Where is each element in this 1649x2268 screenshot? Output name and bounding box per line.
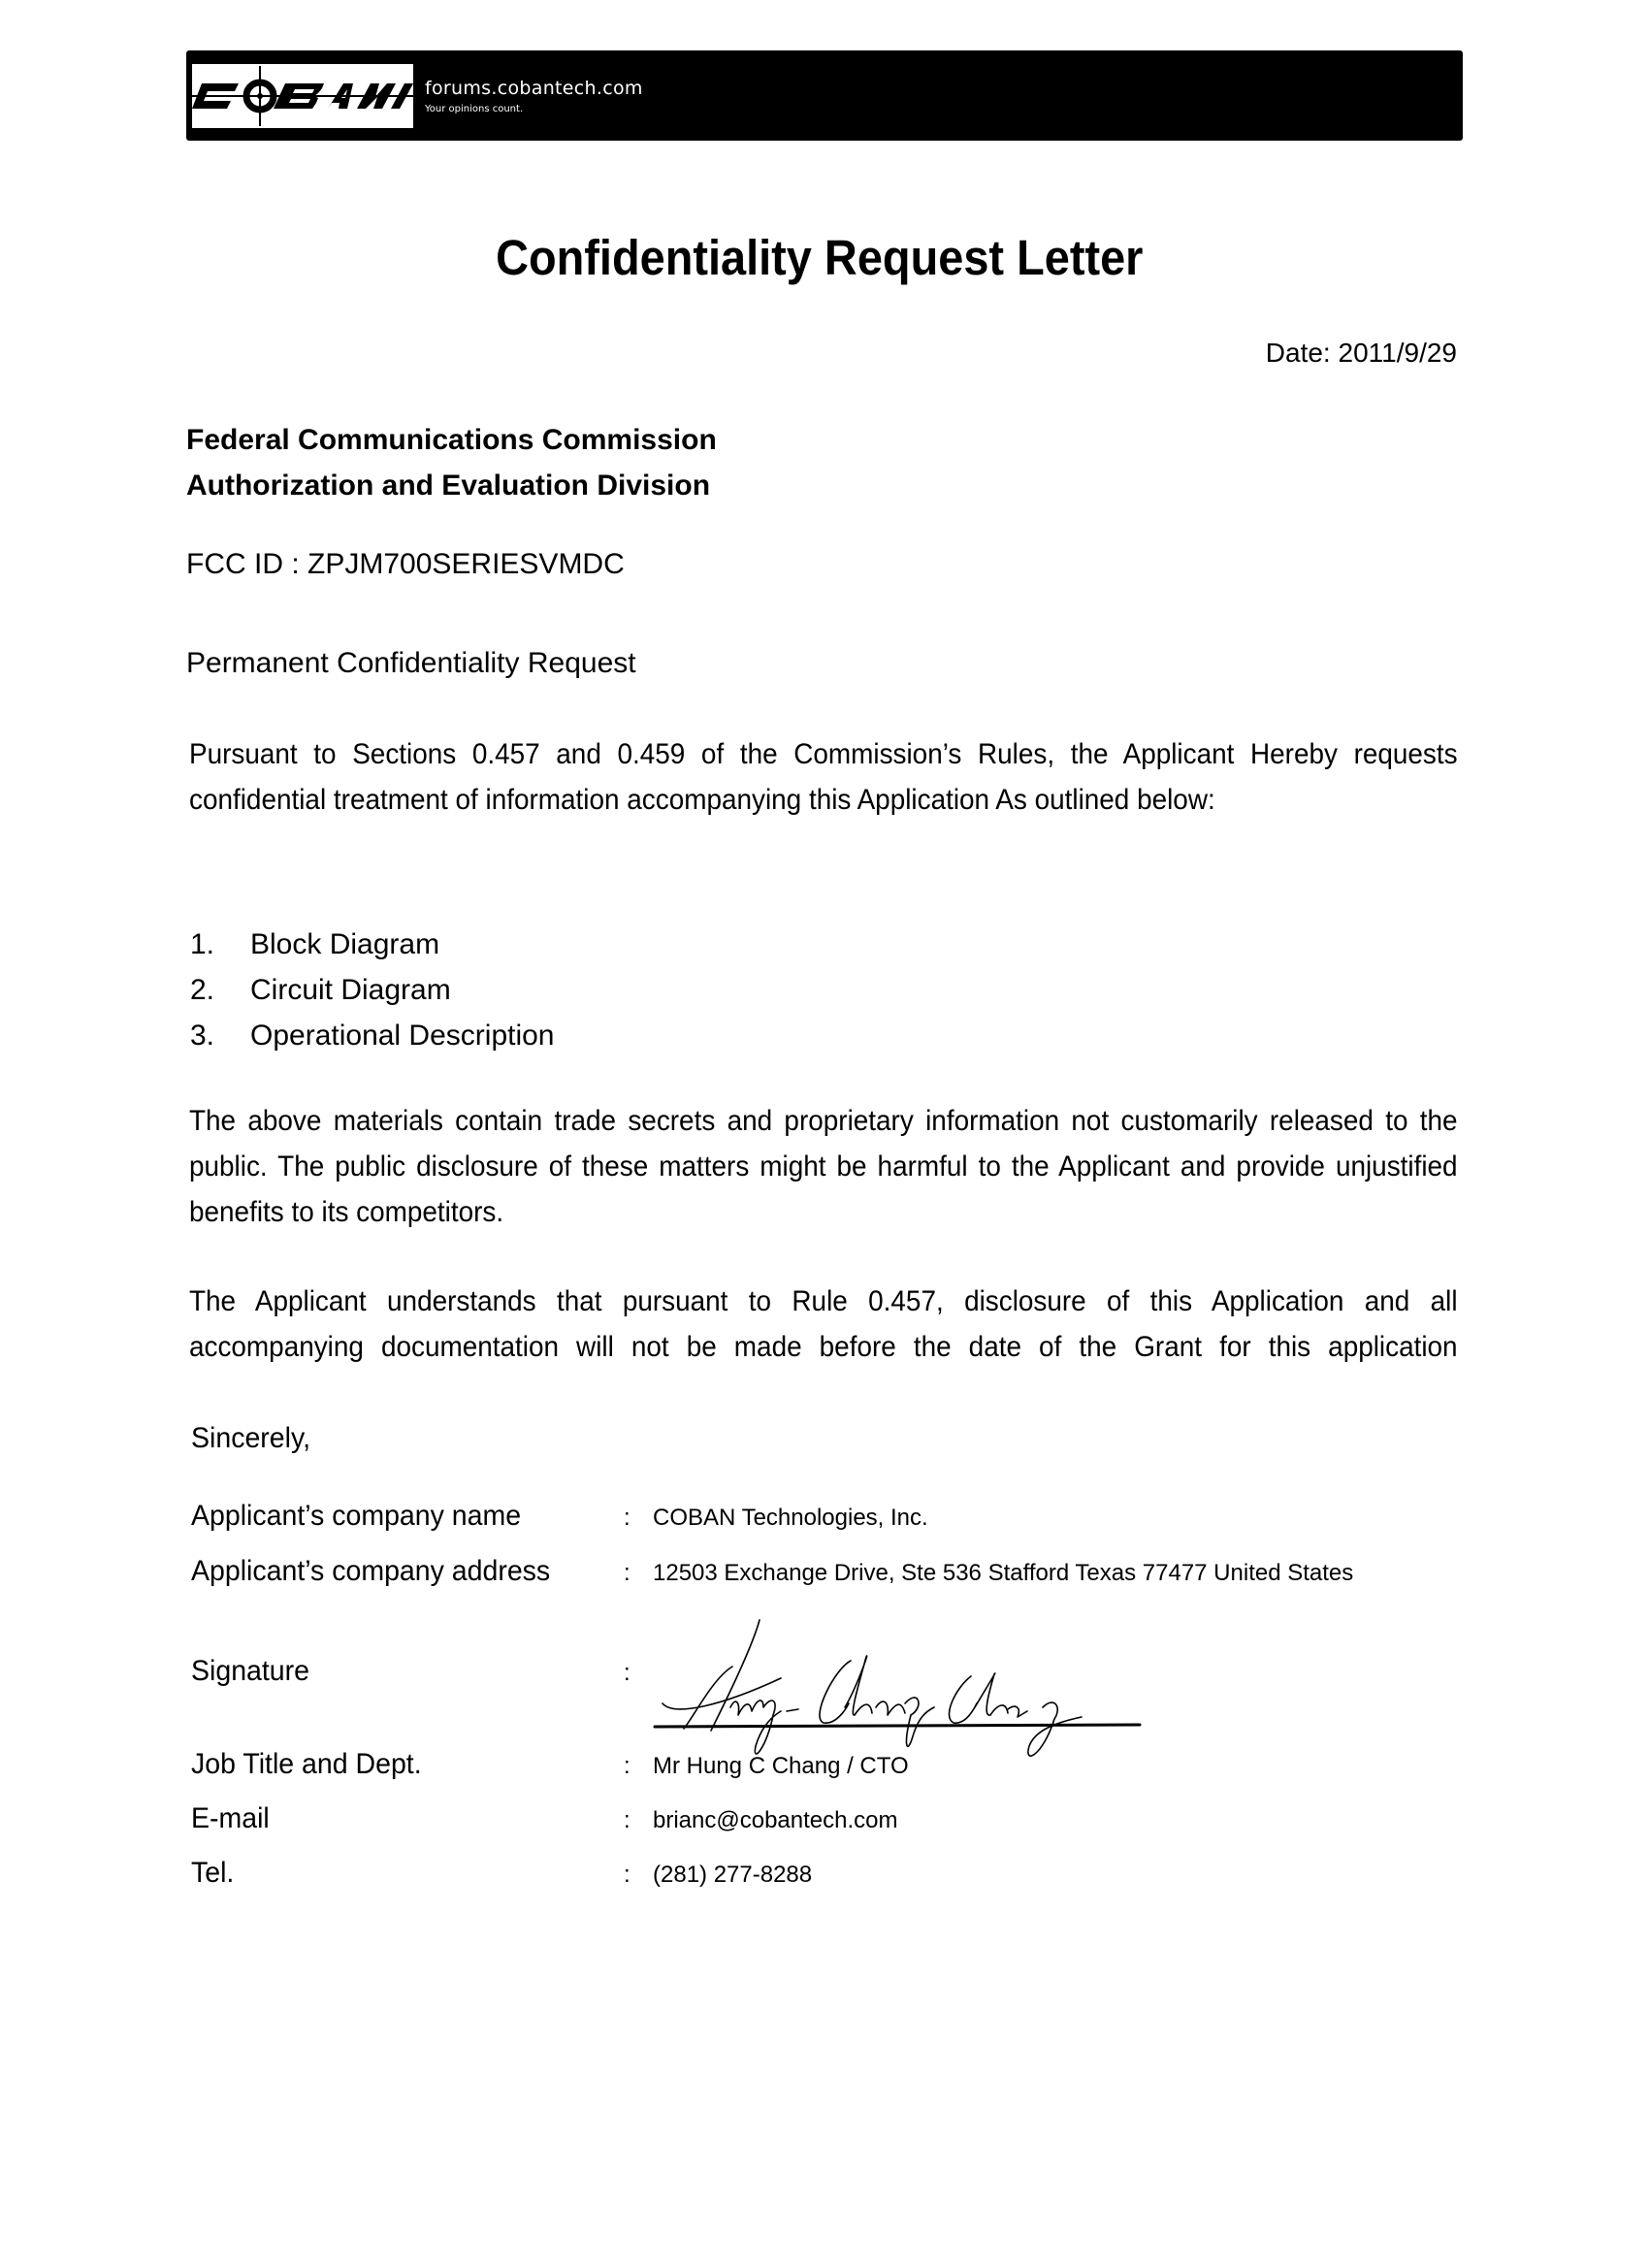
fcc-id-label: FCC ID : [186, 548, 300, 580]
list-item-number: 2. [190, 974, 215, 1006]
job-title-row [191, 1748, 909, 1781]
addressee-block [186, 417, 717, 508]
fcc-id-value: ZPJM700SERIESVMDC [307, 548, 625, 580]
request-type: Permanent Confidentiality Request [186, 647, 636, 679]
email-value: brianc@cobantech.com [653, 1807, 898, 1833]
job-title-value: Mr Hung C Chang / CTO [653, 1753, 909, 1779]
company-address-row [191, 1555, 1353, 1588]
colon: : [624, 1660, 630, 1686]
coban-logo [192, 64, 413, 128]
signature-row [191, 1655, 653, 1688]
tel-row [191, 1857, 812, 1890]
list-item [190, 922, 555, 967]
tel-value: (281) 277-8288 [653, 1862, 813, 1888]
company-name-row [191, 1500, 928, 1533]
email-row [191, 1802, 898, 1835]
paragraph-request: Pursuant to Sections 0.457 and 0.459 of the Commission’s Rules, the Applicant Hereby requests confidential treatment of information accompanying this Application As outlined below: [189, 738, 1458, 816]
list-item-text: Circuit Diagram [250, 974, 451, 1006]
banner-url: forums.cobantech.com [425, 78, 643, 99]
job-title-label: Job Title and Dept. [191, 1748, 422, 1780]
colon: : [624, 1862, 630, 1888]
list-item-number: 3. [190, 1020, 215, 1052]
closing: Sincerely, [191, 1422, 311, 1454]
header-banner [186, 50, 1463, 141]
colon: : [624, 1753, 630, 1779]
colon: : [624, 1560, 630, 1586]
list-item [190, 967, 555, 1013]
letter-date [1266, 338, 1457, 369]
confidential-items-list [190, 922, 555, 1058]
signature-label: Signature [191, 1655, 310, 1687]
date-value: 2011/9/29 [1338, 338, 1457, 368]
fcc-id-line [186, 548, 625, 581]
list-item [190, 1013, 555, 1058]
colon: : [624, 1807, 630, 1833]
email-label: E-mail [191, 1802, 270, 1834]
company-name-label: Applicant’s company name [191, 1500, 522, 1532]
paragraph-trade-secrets: The above materials contain trade secrets and proprietary information not customarily released to the public. The public disclosure of these matters might be harmful to the Applicant and provide unjustified benefits to its competitors. [189, 1105, 1458, 1228]
company-address-value: 12503 Exchange Drive, Ste 536 Stafford Texas 77477 United States [653, 1560, 1354, 1586]
list-item-number: 1. [190, 928, 215, 960]
company-name-value: COBAN Technologies, Inc. [653, 1505, 928, 1531]
addressee-line-2: Authorization and Evaluation Division [186, 470, 711, 502]
date-label: Date: [1265, 338, 1331, 368]
list-item-text: Operational Description [250, 1020, 555, 1052]
coban-logo-icon [192, 64, 413, 128]
colon: : [624, 1505, 630, 1531]
list-item-text: Block Diagram [250, 928, 440, 960]
letter-title: Confidentiality Request Letter [496, 230, 1144, 285]
tel-label: Tel. [191, 1857, 235, 1889]
banner-tagline: Your opinions count. [425, 104, 524, 114]
paragraph-disclosure: The Applicant understands that pursuant to Rule 0.457, disclosure of this Application and all accompanying documentation will not be made before the date of the Grant for this application [189, 1285, 1458, 1363]
addressee-line-1: Federal Communications Commission [186, 424, 717, 456]
company-address-label: Applicant’s company address [191, 1555, 551, 1587]
